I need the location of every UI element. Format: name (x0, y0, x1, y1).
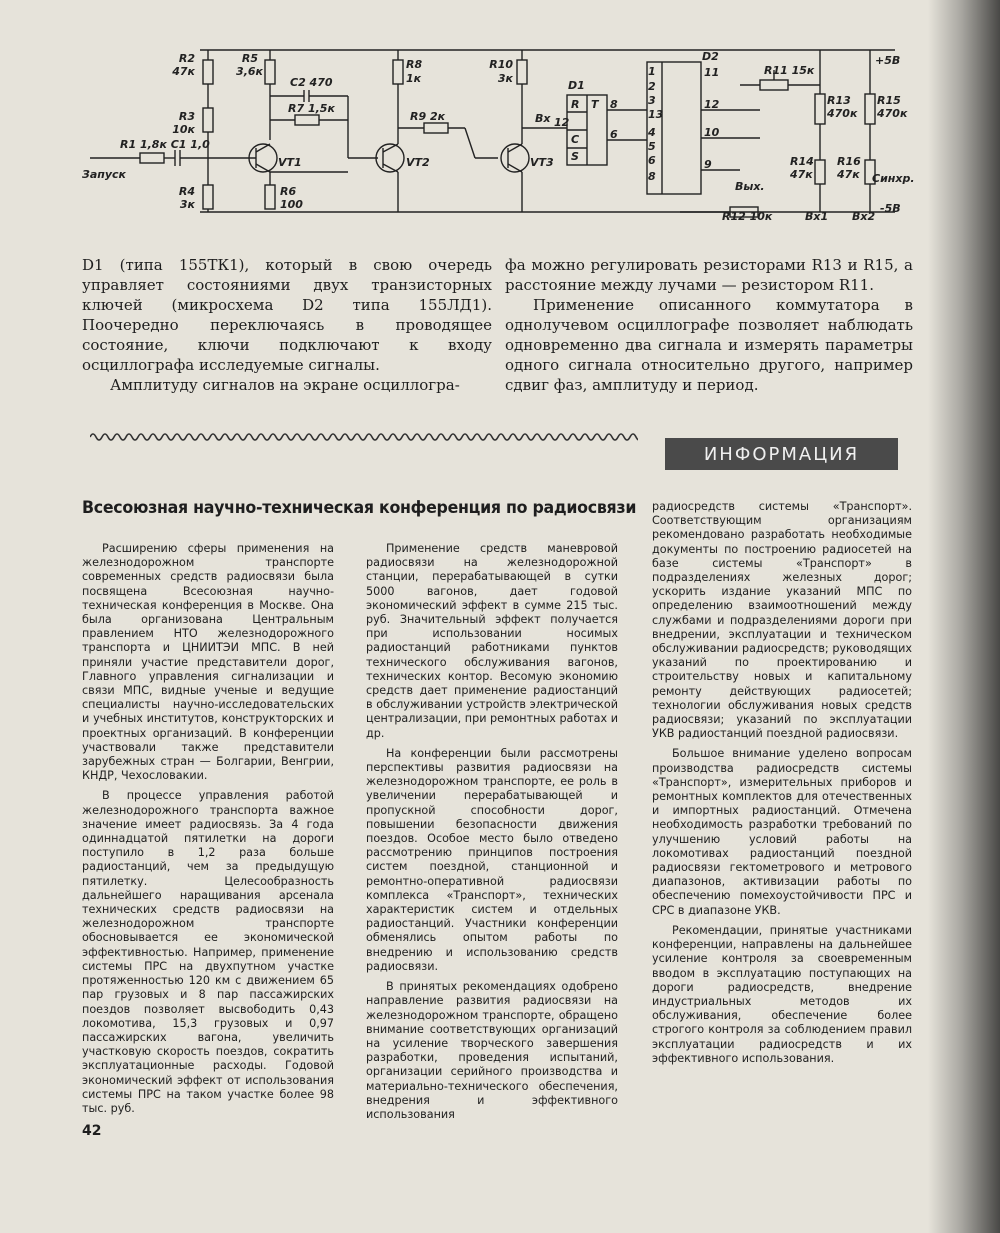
page-binding-shadow (928, 0, 1000, 1233)
label-d1-pin-8: 8 (610, 98, 618, 111)
label-pin-5: 5 (648, 140, 656, 153)
paragraph: Применение описанного коммутатора в однолучевом осциллографе позволяет наблюдать одновременно два сигнала и измерять параметры одного сигнала относительно другого, например сдвиг фаз, амплитуду и период. (505, 296, 913, 394)
section-banner: ИНФОРМАЦИЯ (665, 438, 898, 470)
label-pin-9: 9 (704, 158, 712, 171)
label-vt2: VT2 (406, 156, 430, 169)
label-r9: R9 2к (410, 110, 446, 123)
label-d1: D1 (568, 79, 585, 92)
label-d1-t: T (591, 98, 599, 111)
label-r14: R14 (790, 155, 814, 168)
label-r6-value: 100 (280, 198, 303, 211)
label-r10-value: 3к (497, 72, 513, 85)
label-r15-value: 470к (877, 107, 908, 120)
label-r7: R7 1,5к (288, 102, 335, 115)
label-vt1: VT1 (278, 156, 302, 169)
paragraph: Амплитуду сигналов на экране осциллогра- (110, 376, 460, 394)
paragraph: Применение средств маневровой радиосвязи на железнодорожной станции, перерабатывающей в сутки 5000 вагонов, дает годовой экономический эффект в сумме 215 тыс. руб. Значительный эффект получается при использовании носимых радиостанций работниками пунктов технического обслуживания вагонов, технических контор. Весомую экономию средств дает применение радиостанций в обслуживании устройств электрической централизации, при ремонтных работах и др. (366, 542, 618, 740)
label-vyh: Вых. (735, 180, 765, 193)
label-c2: C2 470 (290, 76, 333, 89)
label-r2-value: 47к (172, 65, 195, 78)
paragraph: На конференции были рассмотрены перспективы развития радиосвязи на железнодорожном транспорте, ее роль в увеличении перерабатывающей и пропускной способности дорог, повышении безопасности движения поездов. Особое место было отведено рассмотрению принципов построения систем поездной, станционной и ремонтно-оперативной радиосвязи комплекса «Транспорт», технических характеристик систем и отдельных радиостанций. Участники конференции обменялись опытом работы по внедрению и использованию средств радиосвязи. (366, 746, 618, 973)
label-r10: R10 (489, 58, 513, 71)
label-r13: R13 (827, 94, 851, 107)
paragraph: Расширению сферы применения на железнодорожном транспорте современных средств радиосвязи была посвящена Всесоюзная научно-техническая конференция в Москве. Она была организована Центральным правлением НТО железнодорожного транспорта и ЦНИИТЭИ МПС. В ней приняли участие представители дорог, Главного управления сигнализации и связи МПС, видные ученые и ведущие специалисты научно-исследовательских и учебных институтов, конструкторских и проектных организаций. В конференции участвовали также представители зарубежных стран — Болгарии, Венгрии, КНДР, Чехословакии. (82, 542, 334, 783)
article-continuation-left (82, 255, 492, 395)
label-r5: R5 (241, 52, 258, 65)
label-pin-2: 2 (648, 80, 656, 93)
label-pin-11: 11 (704, 66, 720, 79)
label-d2: D2 (702, 50, 719, 63)
article-column-3 (652, 500, 912, 1072)
label-r13-value: 470к (827, 107, 858, 120)
label-d1-s: S (571, 150, 579, 163)
label-sinkhr: Синхр. (872, 172, 915, 185)
label-r12: R12 10к (722, 210, 773, 223)
circuit-schematic (80, 40, 915, 245)
article-headline: Всесоюзная научно-техническая конференция по радиосвязи (82, 498, 637, 518)
paragraph: В принятых рекомендациях одобрено направление развития радиосвязи на железнодорожном транспорте, обращено внимание соответствующих организаций на усиление творческого завершения разработки, проведения испытаний, организации серийного производства и материально-технического обеспечения, внедрения и эффективного использования (366, 980, 618, 1121)
label-r3: R3 (178, 110, 195, 123)
schematic-labels (80, 40, 915, 245)
label-r8-value: 1к (406, 72, 422, 85)
label-r2: R2 (178, 52, 195, 65)
label-vx2: Вх2 (852, 210, 876, 223)
label-r4: R4 (178, 185, 195, 198)
label-pin-8: 8 (648, 170, 656, 183)
label-vt3: VT3 (530, 156, 554, 169)
label-bx: Вх (535, 112, 551, 125)
label-d1-c: C (571, 133, 580, 146)
label-r3-value: 10к (172, 123, 195, 136)
label-pin-6: 6 (648, 154, 656, 167)
paragraph: Большое внимание уделено вопросам производства радиосредств системы «Транспорт», измерительных приборов и ремонтных комплектов для отечественных и импортных радиостанций. Отмечена необходимость разработки требований по улучшению условий работы на локомотивах радиостанций поездной радиосвязи гектометрового и метрового диапазонов, активизации работы по обеспечению помехоустойчивости ПРС и СРС в диапазоне УКВ. (652, 747, 912, 917)
label-r5-value: 3,6к (236, 65, 263, 78)
wavy-divider (90, 430, 638, 444)
article-column-1 (82, 542, 334, 1122)
label-d1-r: R (571, 98, 580, 111)
paragraph: Рекомендации, принятые участниками конференции, направлены на дальнейшее усиление контроля за своевременным вводом в эксплуатацию поступающих на дороги радиосредств, внедрение индустриальных методов их обслуживания, обеспечение более строгого контроля за соблюдением правил эксплуатации радиосредств и их эффективного использования. (652, 923, 912, 1065)
label-minus5v: -5В (880, 202, 901, 215)
label-pin-10: 10 (704, 126, 720, 139)
paragraph: фа можно регулировать резисторами R13 и R15, а расстояние между лучами — резистором R11. (505, 256, 913, 294)
label-pin-1: 1 (648, 65, 656, 78)
label-pin-13: 13 (648, 108, 664, 121)
page-number: 42 (82, 1123, 102, 1139)
label-r11: R11 15к (764, 64, 815, 77)
label-r6: R6 (280, 185, 297, 198)
label-r8: R8 (406, 58, 423, 71)
label-d1-pin-12: 12 (554, 116, 570, 129)
label-pin-3: 3 (648, 94, 656, 107)
label-vx1: Вх1 (805, 210, 829, 223)
article-column-2 (366, 542, 618, 1128)
label-r14-value: 47к (790, 168, 813, 181)
paragraph: В процессе управления работой железнодорожного транспорта важное значение имеет радиосвязь. За 4 года одиннадцатой пятилетки на дороги поступило в 1,2 раза больше радиостанций, чем за предыдущую пятилетку. Целесообразность дальнейшего наращивания арсенала технических средств радиосвязи на железнодорожном транспорте обосновывается ее экономической эффективностью. Например, применение системы ПРС на двухпутном участке протяженностью 120 км с движением 65 пар грузовых и 8 пар пассажирских поездов позволяет высвободить 0,43 локомотива, 15,3 грузовых и 0,97 пассажирских вагона, увеличить участковую скорость поездов, сократить эксплуатационные расходы. Годовой экономический эффект от использования системы ПРС на таком участке более 98 тыс. руб. (82, 789, 334, 1115)
label-zapusk: Запуск (82, 168, 126, 181)
label-r4-value: 3к (179, 198, 195, 211)
label-plus5v: +5В (875, 54, 901, 67)
label-pin-12: 12 (704, 98, 720, 111)
label-r16: R16 (837, 155, 861, 168)
label-r15: R15 (877, 94, 901, 107)
label-r1-c1: R1 1,8к C1 1,0 (120, 138, 210, 151)
label-r16-value: 47к (837, 168, 860, 181)
paragraph: D1 (типа 155ТК1), который в свою очередь управляет состояниями двух транзисторных ключей (микросхема D2 типа 155ЛД1). Поочередно переключаясь в проводящее состояние, ключи подключают к входу осциллографа исследуемые сигналы. (82, 256, 492, 374)
paragraph: радиосредств системы «Транспорт». Соответствующим организациям рекомендовано разработать необходимые документы по построению радиосетей на базе системы «Транспорт» в подразделениях железных дорог; ускорить издание указаний МПС по определению взаимоотношений между службами и подразделениями дороги при внедрении, эксплуатации и техническом обслуживании радиосредств; руководящих указаний по проектированию и строительству новых и капитальному ремонту действующих радиосетей; технологии обслуживания новых средств радиосвязи; указаний по эксплуатации УКВ радиостанций поездной радиосвязи. (652, 500, 912, 741)
label-d1-pin-6: 6 (610, 128, 618, 141)
label-pin-4: 4 (648, 126, 656, 139)
article-continuation-right (505, 255, 913, 395)
